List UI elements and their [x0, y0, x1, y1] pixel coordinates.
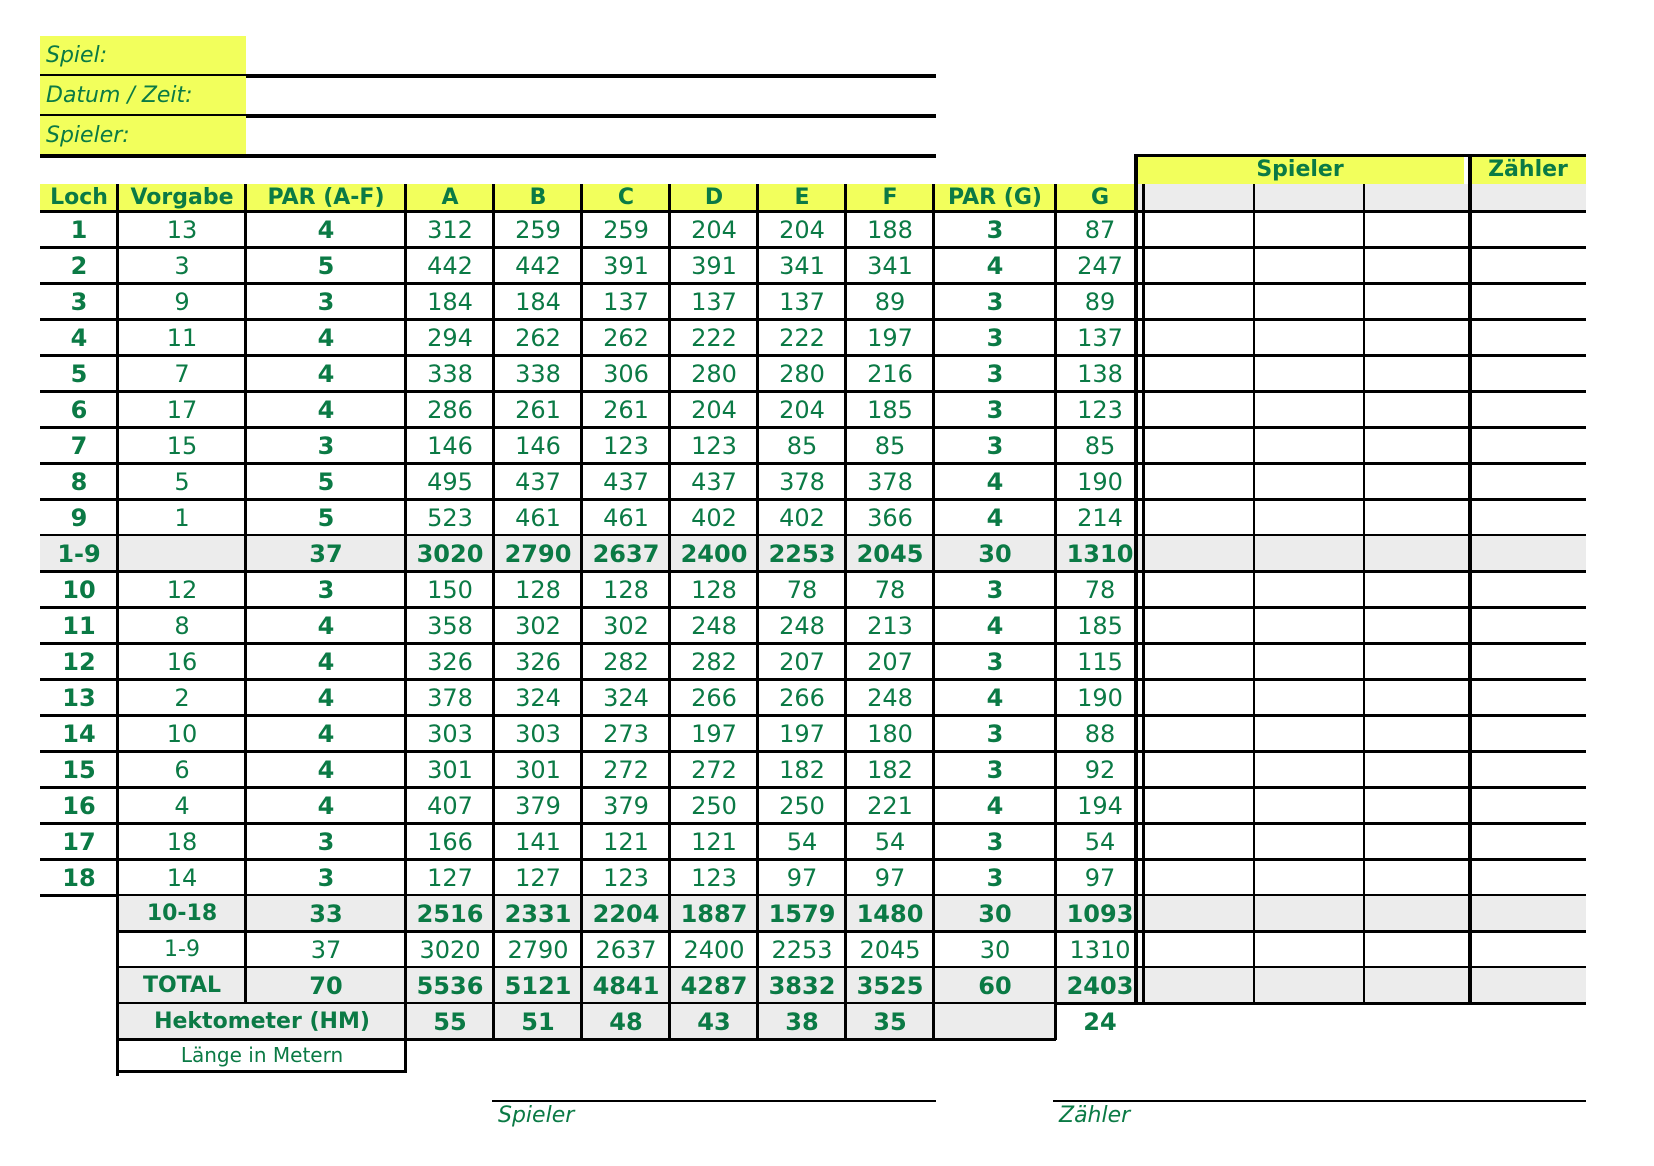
hm-value-5: 35 [873, 1008, 907, 1036]
cell-6-0: 7 [70, 432, 88, 460]
cell-15-8: 182 [867, 756, 913, 784]
cell-8-6: 402 [691, 504, 737, 532]
cell-15-1: 6 [174, 756, 190, 784]
cell-19-7: 1480 [856, 900, 924, 928]
cell-7-4: 437 [515, 468, 561, 496]
cell-11-4: 302 [515, 612, 561, 640]
cell-2-6: 137 [691, 288, 737, 316]
cell-12-9: 3 [986, 648, 1004, 676]
cell-17-7: 54 [786, 828, 818, 856]
cell-15-9: 3 [986, 756, 1004, 784]
cell-13-3: 378 [427, 684, 473, 712]
cell-8-0: 9 [70, 504, 88, 532]
cell-20-3: 2790 [507, 936, 569, 964]
cell-11-7: 248 [779, 612, 825, 640]
cell-12-8: 207 [867, 648, 913, 676]
cell-13-5: 324 [603, 684, 649, 712]
cell-0-10: 87 [1084, 216, 1116, 244]
cell-4-9: 3 [986, 360, 1004, 388]
cell-0-1: 13 [166, 216, 198, 244]
cell-9-9: 30 [978, 540, 1012, 568]
cell-11-9: 4 [986, 612, 1004, 640]
cell-16-6: 250 [691, 792, 737, 820]
cell-7-6: 437 [691, 468, 737, 496]
player-label: Spieler: [40, 116, 246, 156]
cell-2-2: 3 [317, 288, 335, 316]
cell-20-7: 2045 [859, 936, 921, 964]
cell-18-8: 97 [874, 864, 906, 892]
cell-15-0: 15 [62, 756, 96, 784]
column-header-1: Vorgabe [130, 185, 234, 210]
cell-12-3: 326 [427, 648, 473, 676]
cell-17-8: 54 [874, 828, 906, 856]
cell-3-0: 4 [70, 324, 88, 352]
cell-0-7: 204 [779, 216, 825, 244]
hectometer-label: Hektometer (HM) [154, 1009, 370, 1034]
cell-16-4: 379 [515, 792, 561, 820]
cell-5-3: 286 [427, 396, 473, 424]
cell-12-6: 282 [691, 648, 737, 676]
cell-18-9: 3 [986, 864, 1004, 892]
cell-17-6: 121 [691, 828, 737, 856]
cell-19-label: 10-18 [146, 901, 218, 926]
cell-5-7: 204 [779, 396, 825, 424]
cell-6-10: 85 [1084, 432, 1116, 460]
hm-value-2: 48 [609, 1008, 643, 1036]
cell-17-3: 166 [427, 828, 473, 856]
cell-10-10: 78 [1084, 576, 1116, 604]
cell-13-0: 13 [62, 684, 96, 712]
cell-10-5: 128 [603, 576, 649, 604]
cell-2-0: 3 [70, 288, 88, 316]
vline-5 [580, 184, 583, 1004]
cell-3-8: 197 [867, 324, 913, 352]
cell-1-3: 442 [427, 252, 473, 280]
cell-3-4: 262 [515, 324, 561, 352]
cell-21-5: 4287 [680, 972, 748, 1000]
cell-14-1: 10 [166, 720, 198, 748]
cell-3-7: 222 [779, 324, 825, 352]
cell-21-1: 70 [309, 972, 343, 1000]
player-header: Spieler [1256, 157, 1344, 182]
cell-6-5: 123 [603, 432, 649, 460]
datetime-label: Datum / Zeit: [40, 76, 246, 116]
cell-16-3: 407 [427, 792, 473, 820]
hm-value-1: 51 [521, 1008, 555, 1036]
cell-11-3: 358 [427, 612, 473, 640]
cell-1-6: 391 [691, 252, 737, 280]
cell-13-6: 266 [691, 684, 737, 712]
cell-5-1: 17 [166, 396, 198, 424]
cell-9-8: 2045 [856, 540, 924, 568]
cell-14-7: 197 [779, 720, 825, 748]
cell-7-0: 8 [70, 468, 88, 496]
cell-15-7: 182 [779, 756, 825, 784]
cell-18-2: 3 [317, 864, 335, 892]
cell-10-4: 128 [515, 576, 561, 604]
cell-18-0: 18 [62, 864, 96, 892]
cell-6-7: 85 [786, 432, 818, 460]
cell-0-2: 4 [317, 216, 335, 244]
cell-19-4: 2204 [592, 900, 660, 928]
cell-5-8: 185 [867, 396, 913, 424]
cell-4-0: 5 [70, 360, 88, 388]
vline-2 [244, 184, 247, 1004]
cell-2-8: 89 [874, 288, 906, 316]
cell-14-0: 14 [62, 720, 96, 748]
cell-0-4: 259 [515, 216, 561, 244]
vline-score-0 [1253, 184, 1255, 1004]
cell-20-9: 1310 [1069, 936, 1131, 964]
marker-header: Zähler [1488, 157, 1568, 182]
cell-14-3: 303 [427, 720, 473, 748]
cell-18-5: 123 [603, 864, 649, 892]
vline-7 [756, 184, 759, 1004]
marker-signature-line[interactable] [1053, 1100, 1586, 1102]
cell-15-5: 272 [603, 756, 649, 784]
cell-20-8: 30 [979, 936, 1011, 964]
cell-21-9: 2403 [1066, 972, 1134, 1000]
cell-4-10: 138 [1077, 360, 1123, 388]
cell-17-10: 54 [1084, 828, 1116, 856]
cell-14-6: 197 [691, 720, 737, 748]
cell-2-3: 184 [427, 288, 473, 316]
column-header-9: PAR (G) [948, 185, 1042, 210]
cell-10-2: 3 [317, 576, 335, 604]
cell-11-6: 248 [691, 612, 737, 640]
length-note: Länge in Metern [180, 1043, 344, 1067]
cell-8-2: 5 [317, 504, 335, 532]
cell-2-4: 184 [515, 288, 561, 316]
cell-8-8: 366 [867, 504, 913, 532]
cell-3-2: 4 [317, 324, 335, 352]
cell-19-3: 2331 [504, 900, 572, 928]
column-header-10: G [1090, 185, 1110, 210]
cell-16-9: 4 [986, 792, 1004, 820]
cell-3-6: 222 [691, 324, 737, 352]
hm-value-0: 55 [433, 1008, 467, 1036]
cell-12-5: 282 [603, 648, 649, 676]
hm-vline [492, 1004, 495, 1040]
cell-14-8: 180 [867, 720, 913, 748]
cell-6-4: 146 [515, 432, 561, 460]
column-header-4: B [529, 185, 547, 210]
cell-8-10: 214 [1077, 504, 1123, 532]
cell-0-3: 312 [427, 216, 473, 244]
player-signature-line[interactable] [492, 1100, 936, 1102]
cell-3-1: 11 [166, 324, 198, 352]
cell-4-7: 280 [779, 360, 825, 388]
vline-score-left [1134, 154, 1138, 1004]
cell-4-6: 280 [691, 360, 737, 388]
cell-16-0: 16 [62, 792, 96, 820]
cell-5-2: 4 [317, 396, 335, 424]
cell-4-2: 4 [317, 360, 335, 388]
cell-11-1: 8 [174, 612, 190, 640]
cell-1-10: 247 [1077, 252, 1123, 280]
cell-10-0: 10 [62, 576, 96, 604]
cell-21-2: 5536 [416, 972, 484, 1000]
cell-6-2: 3 [317, 432, 335, 460]
cell-8-1: 1 [174, 504, 190, 532]
cell-14-9: 3 [986, 720, 1004, 748]
cell-9-7: 2253 [768, 540, 836, 568]
cell-20-label: 1-9 [164, 937, 200, 962]
cell-5-4: 261 [515, 396, 561, 424]
cell-11-10: 185 [1077, 612, 1123, 640]
hm-vline [404, 1004, 407, 1040]
cell-12-0: 12 [62, 648, 96, 676]
cell-4-5: 306 [603, 360, 649, 388]
cell-15-3: 301 [427, 756, 473, 784]
cell-3-10: 137 [1077, 324, 1123, 352]
cell-2-5: 137 [603, 288, 649, 316]
cell-13-2: 4 [317, 684, 335, 712]
cell-6-3: 146 [427, 432, 473, 460]
cell-17-4: 141 [515, 828, 561, 856]
cell-5-9: 3 [986, 396, 1004, 424]
column-header-3: A [441, 185, 459, 210]
cell-16-8: 221 [867, 792, 913, 820]
cell-21-label: TOTAL [142, 973, 222, 998]
cell-4-3: 338 [427, 360, 473, 388]
cell-19-6: 1579 [768, 900, 836, 928]
cell-8-3: 523 [427, 504, 473, 532]
cell-1-9: 4 [986, 252, 1004, 280]
cell-17-9: 3 [986, 828, 1004, 856]
cell-10-3: 150 [427, 576, 473, 604]
cell-11-0: 11 [62, 612, 96, 640]
marker-signature-label: Zähler [1059, 1103, 1131, 1128]
cell-7-8: 378 [867, 468, 913, 496]
cell-17-1: 18 [166, 828, 198, 856]
cell-8-7: 402 [779, 504, 825, 532]
vline-vorgabe [116, 184, 119, 1076]
cell-20-2: 3020 [419, 936, 481, 964]
blank-area [0, 897, 115, 1166]
cell-7-7: 378 [779, 468, 825, 496]
hm-value-7: 24 [1083, 1008, 1117, 1036]
column-header-8: F [882, 185, 898, 210]
cell-16-10: 194 [1077, 792, 1123, 820]
hm-vline [844, 1004, 847, 1040]
cell-19-1: 33 [309, 900, 343, 928]
cell-3-5: 262 [603, 324, 649, 352]
cell-2-1: 9 [174, 288, 190, 316]
vline-10 [1054, 184, 1057, 1004]
cell-20-4: 2637 [595, 936, 657, 964]
column-header-6: D [704, 185, 724, 210]
column-header-7: E [794, 185, 810, 210]
right-header-top-rule [1136, 154, 1586, 157]
cell-6-6: 123 [691, 432, 737, 460]
vline-score-1 [1363, 184, 1365, 1004]
vline-11 [1142, 184, 1145, 1004]
cell-9-0: 1-9 [57, 540, 101, 568]
cell-1-8: 341 [867, 252, 913, 280]
cell-9-10: 1310 [1066, 540, 1134, 568]
cell-17-2: 3 [317, 828, 335, 856]
cell-9-3: 3020 [416, 540, 484, 568]
cell-21-7: 3525 [856, 972, 924, 1000]
player-signature-label: Spieler [498, 1103, 575, 1128]
cell-5-5: 261 [603, 396, 649, 424]
cell-8-9: 4 [986, 504, 1004, 532]
cell-4-4: 338 [515, 360, 561, 388]
cell-4-1: 7 [174, 360, 190, 388]
cell-4-8: 216 [867, 360, 913, 388]
cell-15-6: 272 [691, 756, 737, 784]
cell-20-5: 2400 [683, 936, 745, 964]
cell-7-10: 190 [1077, 468, 1123, 496]
cell-18-6: 123 [691, 864, 737, 892]
cell-5-10: 123 [1077, 396, 1123, 424]
cell-15-4: 301 [515, 756, 561, 784]
cell-16-5: 379 [603, 792, 649, 820]
cell-1-7: 341 [779, 252, 825, 280]
cell-12-7: 207 [779, 648, 825, 676]
score-header-bg [1136, 184, 1586, 212]
cell-21-4: 4841 [592, 972, 660, 1000]
cell-21-3: 5121 [504, 972, 572, 1000]
cell-3-3: 294 [427, 324, 473, 352]
cell-18-10: 97 [1084, 864, 1116, 892]
hm-value-3: 43 [697, 1008, 731, 1036]
cell-8-4: 461 [515, 504, 561, 532]
cell-1-0: 2 [70, 252, 88, 280]
hm-vline [932, 1004, 935, 1040]
cell-13-7: 266 [779, 684, 825, 712]
cell-7-2: 5 [317, 468, 335, 496]
cell-0-8: 188 [867, 216, 913, 244]
cell-14-5: 273 [603, 720, 649, 748]
cell-7-5: 437 [603, 468, 649, 496]
cell-5-6: 204 [691, 396, 737, 424]
cell-13-9: 4 [986, 684, 1004, 712]
cell-3-9: 3 [986, 324, 1004, 352]
cell-1-1: 3 [174, 252, 190, 280]
cell-11-8: 213 [867, 612, 913, 640]
cell-11-5: 302 [603, 612, 649, 640]
cell-9-2: 37 [309, 540, 343, 568]
cell-2-7: 137 [779, 288, 825, 316]
vline-3 [404, 184, 407, 1004]
cell-12-2: 4 [317, 648, 335, 676]
hm-value-4: 38 [785, 1008, 819, 1036]
cell-9-6: 2400 [680, 540, 748, 568]
cell-12-4: 326 [515, 648, 561, 676]
hm-vline-end [1054, 1004, 1057, 1040]
vline-6 [668, 184, 671, 1004]
cell-15-10: 92 [1084, 756, 1116, 784]
hm-vline [756, 1004, 759, 1040]
cell-5-0: 6 [70, 396, 88, 424]
cell-20-1: 37 [310, 936, 342, 964]
hm-value-6 [934, 1004, 1056, 1040]
cell-14-2: 4 [317, 720, 335, 748]
cell-13-8: 248 [867, 684, 913, 712]
cell-9-5: 2637 [592, 540, 660, 568]
cell-1-2: 5 [317, 252, 335, 280]
cell-17-0: 17 [62, 828, 96, 856]
cell-12-10: 115 [1077, 648, 1123, 676]
cell-6-8: 85 [874, 432, 906, 460]
cell-18-7: 97 [786, 864, 818, 892]
hm-vline [580, 1004, 583, 1040]
cell-7-1: 5 [174, 468, 190, 496]
cell-10-1: 12 [166, 576, 198, 604]
cell-19-8: 30 [978, 900, 1012, 928]
cell-2-9: 3 [986, 288, 1004, 316]
cell-10-9: 3 [986, 576, 1004, 604]
cell-7-9: 4 [986, 468, 1004, 496]
column-header-2: PAR (A-F) [267, 185, 385, 210]
cell-1-4: 442 [515, 252, 561, 280]
cell-13-4: 324 [515, 684, 561, 712]
cell-10-7: 78 [786, 576, 818, 604]
vline-marker [1468, 154, 1472, 1004]
cell-0-9: 3 [986, 216, 1004, 244]
cell-10-6: 128 [691, 576, 737, 604]
cell-7-3: 495 [427, 468, 473, 496]
vline-9 [932, 184, 935, 1004]
cell-6-1: 15 [166, 432, 198, 460]
cell-14-4: 303 [515, 720, 561, 748]
cell-13-1: 2 [174, 684, 190, 712]
vline-8 [844, 184, 847, 1004]
cell-19-9: 1093 [1066, 900, 1134, 928]
cell-9-1 [118, 536, 246, 572]
cell-0-5: 259 [603, 216, 649, 244]
cell-16-7: 250 [779, 792, 825, 820]
cell-14-10: 88 [1084, 720, 1116, 748]
cell-21-6: 3832 [768, 972, 836, 1000]
hm-vline [668, 1004, 671, 1040]
cell-19-5: 1887 [680, 900, 748, 928]
cell-18-1: 14 [166, 864, 198, 892]
column-header-5: C [617, 185, 635, 210]
cell-0-6: 204 [691, 216, 737, 244]
vline-4 [492, 184, 495, 1004]
cell-6-9: 3 [986, 432, 1004, 460]
cell-18-3: 127 [427, 864, 473, 892]
cell-10-8: 78 [874, 576, 906, 604]
cell-18-4: 127 [515, 864, 561, 892]
cell-2-10: 89 [1084, 288, 1116, 316]
cell-9-4: 2790 [504, 540, 572, 568]
cell-12-1: 16 [166, 648, 198, 676]
cell-21-8: 60 [978, 972, 1012, 1000]
cell-15-2: 4 [317, 756, 335, 784]
cell-16-2: 4 [317, 792, 335, 820]
cell-0-0: 1 [70, 216, 88, 244]
length-note-right [404, 1040, 407, 1073]
cell-13-10: 190 [1077, 684, 1123, 712]
cell-8-5: 461 [603, 504, 649, 532]
cell-11-2: 4 [317, 612, 335, 640]
game-label: Spiel: [40, 36, 246, 76]
column-header-0: Loch [50, 185, 108, 210]
length-note-bottom [118, 1070, 406, 1073]
cell-1-5: 391 [603, 252, 649, 280]
cell-19-2: 2516 [416, 900, 484, 928]
cell-17-5: 121 [603, 828, 649, 856]
cell-20-6: 2253 [771, 936, 833, 964]
cell-16-1: 4 [174, 792, 190, 820]
